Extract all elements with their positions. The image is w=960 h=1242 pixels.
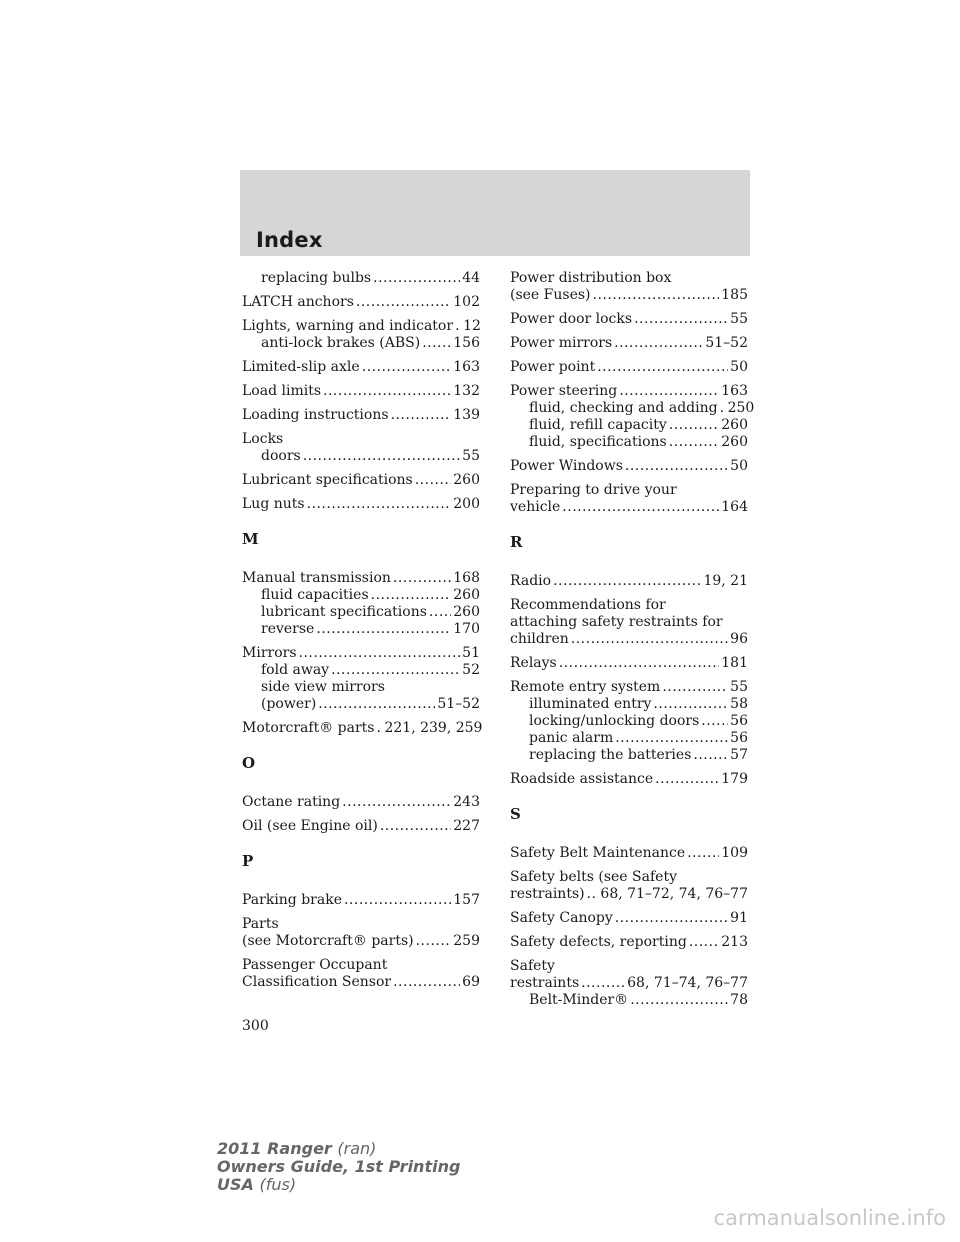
index-entry — [242, 570, 480, 638]
index-entry-line — [510, 499, 748, 516]
index-entry-line — [510, 845, 748, 862]
footer-market-code: (fus) — [259, 1175, 297, 1194]
index-subentry — [242, 448, 480, 465]
index-entry-line — [242, 957, 480, 974]
index-entry-line — [242, 294, 480, 311]
index-entry — [510, 934, 748, 951]
entry-term: Recommendations for — [510, 597, 666, 613]
index-entry — [242, 720, 483, 737]
entry-page-ref: 163 — [453, 359, 480, 375]
dot-leader — [571, 631, 728, 648]
entry-term: illuminated entry — [529, 696, 652, 712]
index-entry-line — [510, 934, 748, 951]
entry-term: Power distribution box — [510, 270, 672, 286]
dot-leader — [553, 573, 701, 590]
index-entry — [242, 294, 480, 311]
index-entry — [242, 645, 480, 713]
dot-leader — [625, 458, 728, 475]
dot-leader — [416, 933, 452, 950]
index-column-left — [242, 270, 483, 998]
entry-page-ref: 50 — [730, 458, 748, 474]
page-title: Index — [256, 228, 323, 252]
index-entry — [510, 458, 748, 475]
dot-leader — [653, 696, 728, 713]
dot-leader — [380, 818, 451, 835]
entry-term: children — [510, 631, 569, 647]
entry-page-ref: 68, 71–72, 74, 76–77 — [600, 886, 748, 902]
index-subentry — [242, 587, 480, 604]
dot-leader — [393, 974, 460, 991]
index-subentry — [242, 621, 480, 638]
entry-page-ref: 164 — [721, 499, 748, 515]
index-subentry — [510, 400, 755, 417]
index-entry-line — [242, 359, 480, 376]
entry-page-ref: 68, 71–74, 76–77 — [627, 975, 748, 991]
dot-leader — [720, 400, 726, 417]
index-entry — [242, 916, 480, 950]
dot-leader — [344, 892, 451, 909]
dot-leader — [299, 645, 461, 662]
section-letter: S — [510, 805, 521, 823]
index-entry-line — [510, 597, 748, 614]
dot-leader — [559, 655, 720, 672]
index-entry — [510, 311, 748, 328]
entry-page-ref: 56 — [730, 730, 748, 746]
entry-page-ref: 185 — [721, 287, 748, 303]
index-subentry — [510, 730, 748, 747]
index-entry-line — [242, 794, 480, 811]
entry-term: reverse — [261, 621, 315, 637]
entry-page-ref: 260 — [453, 587, 480, 603]
entry-term: Safety belts (see Safety — [510, 869, 677, 885]
entry-page-ref: 96 — [730, 631, 748, 647]
entry-term: Manual transmission — [242, 570, 391, 586]
entry-term: Radio — [510, 573, 552, 589]
section-letter: R — [510, 533, 523, 551]
dot-leader — [701, 713, 728, 730]
watermark: carmanualsonline.info — [713, 1206, 946, 1230]
index-entry-line — [242, 933, 480, 950]
dot-leader — [429, 604, 451, 621]
index-entry-line — [510, 383, 748, 400]
entry-term: Power point — [510, 359, 596, 375]
index-subentry — [510, 417, 748, 434]
entry-page-ref: 102 — [453, 294, 480, 310]
entry-page-ref: 52 — [462, 662, 480, 678]
index-entry-line — [242, 645, 480, 662]
index-entry-line — [510, 886, 748, 903]
entry-page-ref: 157 — [453, 892, 480, 908]
index-entry-line — [510, 573, 748, 590]
dot-leader — [669, 434, 720, 451]
entry-page-ref: 181 — [721, 655, 748, 671]
entry-term: Power door locks — [510, 311, 633, 327]
entry-term: (see Motorcraft® parts) — [242, 933, 414, 949]
entry-term: Roadside assistance — [510, 771, 654, 787]
dot-leader — [376, 720, 382, 737]
dot-leader — [415, 472, 452, 489]
index-entry-line — [242, 892, 480, 909]
entry-term: fold away — [261, 662, 330, 678]
entry-term: anti-lock brakes (ABS) — [261, 335, 421, 351]
dot-leader — [318, 696, 435, 713]
entry-term: restraints) — [510, 886, 585, 902]
index-entry-line — [510, 311, 748, 328]
index-subentry — [242, 662, 480, 679]
entry-page-ref: 55 — [462, 448, 480, 464]
entry-term: Lug nuts — [242, 496, 305, 512]
index-entry-line — [242, 974, 480, 991]
index-entry — [510, 679, 748, 764]
index-entry-line — [510, 771, 748, 788]
entry-page-ref: 156 — [453, 335, 480, 351]
dot-leader — [307, 496, 452, 513]
dot-leader — [323, 383, 451, 400]
entry-page-ref: 55 — [730, 311, 748, 327]
index-entry — [510, 910, 748, 927]
dot-leader — [362, 359, 452, 376]
entry-page-ref: 19, 21 — [703, 573, 748, 589]
entry-page-ref: 55 — [730, 679, 748, 695]
index-entry-line — [510, 655, 748, 672]
entry-term: attaching safety restraints for — [510, 614, 723, 630]
entry-page-ref: 51 — [462, 645, 480, 661]
index-entry — [242, 496, 480, 513]
index-entry-line — [242, 818, 480, 835]
entry-page-ref: 109 — [721, 845, 748, 861]
index-entry — [242, 270, 480, 287]
entry-page-ref: 56 — [730, 713, 748, 729]
entry-term: locking/unlocking doors — [529, 713, 700, 729]
entry-page-ref: 250 — [727, 400, 755, 416]
index-entry-line — [510, 614, 748, 631]
dot-leader — [655, 771, 719, 788]
entry-page-ref: 69 — [462, 974, 480, 990]
entry-page-ref: 213 — [721, 934, 748, 950]
index-entry-line — [510, 679, 748, 696]
entry-term: Mirrors — [242, 645, 297, 661]
entry-term: Safety defects, reporting — [510, 934, 687, 950]
dot-leader — [342, 794, 451, 811]
index-entry — [242, 957, 480, 991]
dot-leader — [393, 570, 451, 587]
dot-leader — [303, 448, 460, 465]
index-entry-line — [510, 631, 748, 648]
index-entry — [510, 869, 748, 903]
entry-term: Parts — [242, 916, 279, 932]
index-entry — [510, 482, 748, 516]
entry-term: Power mirrors — [510, 335, 613, 351]
entry-page-ref: 50 — [730, 359, 748, 375]
index-entry-line — [510, 270, 748, 287]
index-subentry — [242, 679, 480, 696]
index-entry-line — [242, 720, 483, 737]
index-entry-line — [510, 910, 748, 927]
index-entry-line — [242, 916, 480, 933]
index-entry — [510, 958, 748, 1009]
index-entry-line — [510, 335, 748, 352]
entry-page-ref: 139 — [453, 407, 480, 423]
entry-term: Power steering — [510, 383, 618, 399]
entry-term: (power) — [261, 696, 317, 712]
section-letter: O — [242, 754, 256, 772]
entry-page-ref: 132 — [453, 383, 480, 399]
index-subentry — [510, 992, 748, 1009]
entry-term: Safety — [510, 958, 555, 974]
index-entry — [510, 597, 748, 648]
page-number: 300 — [242, 1018, 269, 1034]
entry-page-ref: 44 — [462, 270, 480, 286]
entry-term: Safety Belt Maintenance — [510, 845, 686, 861]
index-entry — [242, 359, 480, 376]
dot-leader — [587, 886, 599, 903]
entry-term: Relays — [510, 655, 557, 671]
entry-term: Lights, warning and indicator — [242, 318, 454, 334]
entry-term: LATCH anchors — [242, 294, 354, 310]
entry-page-ref: 91 — [730, 910, 748, 926]
dot-leader — [422, 335, 451, 352]
index-subentry — [510, 696, 748, 713]
index-entry-line — [510, 958, 748, 975]
entry-page-ref: 260 — [453, 472, 480, 488]
index-subentry — [510, 747, 748, 764]
index-entry-line — [510, 287, 748, 304]
entry-term: Oil (see Engine oil) — [242, 818, 378, 834]
print-footer — [217, 1140, 460, 1194]
entry-term: Loading instructions — [242, 407, 389, 423]
dot-leader — [581, 975, 625, 992]
dot-leader — [331, 662, 460, 679]
index-entry — [242, 472, 480, 489]
index-entry — [242, 818, 480, 835]
dot-leader — [662, 679, 728, 696]
entry-term: Passenger Occupant — [242, 957, 388, 973]
dot-leader — [562, 499, 719, 516]
entry-page-ref: 51–52 — [437, 696, 480, 712]
entry-term: side view mirrors — [261, 679, 385, 695]
entry-term: Lubricant specifications — [242, 472, 413, 488]
index-entry-line — [242, 472, 480, 489]
footer-model: 2011 Ranger — [217, 1139, 332, 1158]
entry-term: fluid, checking and adding — [529, 400, 718, 416]
section-letter: M — [242, 530, 259, 548]
entry-term: restraints — [510, 975, 580, 991]
entry-page-ref: 78 — [730, 992, 748, 1008]
entry-page-ref: 12 — [463, 318, 481, 334]
dot-leader — [593, 287, 720, 304]
entry-term: Safety Canopy — [510, 910, 613, 926]
dot-leader — [689, 934, 719, 951]
index-entry — [510, 335, 748, 352]
entry-page-ref: 260 — [721, 434, 748, 450]
entry-page-ref: 243 — [453, 794, 480, 810]
entry-term: Limited-slip axle — [242, 359, 360, 375]
entry-term: panic alarm — [529, 730, 614, 746]
entry-term: vehicle — [510, 499, 561, 515]
section-letter: P — [242, 852, 254, 870]
dot-leader — [455, 318, 461, 335]
dot-leader — [597, 359, 728, 376]
index-subentry — [242, 270, 480, 287]
index-entry — [242, 407, 480, 424]
dot-leader — [630, 992, 728, 1009]
dot-leader — [371, 587, 452, 604]
entry-term: replacing the batteries — [529, 747, 692, 763]
dot-leader — [634, 311, 728, 328]
entry-term: (see Fuses) — [510, 287, 591, 303]
index-entry — [242, 383, 480, 400]
index-entry-line — [242, 431, 480, 448]
index-subentry — [242, 696, 480, 713]
entry-term: Preparing to drive your — [510, 482, 677, 498]
dot-leader — [356, 294, 451, 311]
dot-leader — [316, 621, 451, 638]
entry-term: lubricant specifications — [261, 604, 427, 620]
index-entry-line — [242, 570, 480, 587]
entry-term: Power Windows — [510, 458, 623, 474]
entry-page-ref: 170 — [453, 621, 480, 637]
entry-term: Remote entry system — [510, 679, 661, 695]
dot-leader — [669, 417, 720, 434]
index-entry — [510, 573, 748, 590]
entry-page-ref: 259 — [453, 933, 480, 949]
index-entry — [510, 655, 748, 672]
entry-term: Parking brake — [242, 892, 342, 908]
entry-term: replacing bulbs — [261, 270, 372, 286]
index-entry-line — [242, 383, 480, 400]
index-entry-line — [510, 975, 748, 992]
entry-term: Load limits — [242, 383, 322, 399]
entry-page-ref: 200 — [453, 496, 480, 512]
entry-term: doors — [261, 448, 301, 464]
entry-term: Octane rating — [242, 794, 341, 810]
entry-page-ref: 179 — [721, 771, 748, 787]
footer-printing: Owners Guide, 1st Printing — [217, 1157, 461, 1176]
index-entry — [242, 892, 480, 909]
index-entry — [242, 431, 480, 465]
index-subentry — [242, 604, 480, 621]
index-entry — [242, 318, 480, 352]
index-entry-line — [510, 869, 748, 886]
entry-page-ref: 260 — [453, 604, 480, 620]
index-entry — [242, 794, 480, 811]
index-column-right — [510, 270, 755, 1016]
index-subentry — [510, 713, 748, 730]
dot-leader — [619, 383, 719, 400]
index-entry — [510, 359, 748, 376]
dot-leader — [687, 845, 719, 862]
index-subentry — [510, 434, 748, 451]
footer-model-code: (ran) — [337, 1139, 377, 1158]
entry-page-ref: 227 — [453, 818, 480, 834]
index-entry-line — [242, 318, 480, 335]
entry-term: Motorcraft® parts — [242, 720, 375, 736]
dot-leader — [615, 730, 728, 747]
entry-term: fluid capacities — [261, 587, 369, 603]
entry-page-ref: 163 — [721, 383, 748, 399]
entry-term: Classification Sensor — [242, 974, 392, 990]
entry-page-ref: 58 — [730, 696, 748, 712]
dot-leader — [391, 407, 452, 424]
index-entry-line — [510, 458, 748, 475]
index-entry-line — [242, 407, 480, 424]
entry-term: Belt-Minder® — [529, 992, 629, 1008]
dot-leader — [693, 747, 728, 764]
index-entry-line — [242, 496, 480, 513]
index-entry-line — [510, 482, 748, 499]
entry-page-ref: 51–52 — [705, 335, 748, 351]
entry-term: fluid, refill capacity — [529, 417, 667, 433]
entry-term: Locks — [242, 431, 284, 447]
entry-page-ref: 260 — [721, 417, 748, 433]
dot-leader — [615, 910, 728, 927]
entry-page-ref: 168 — [453, 570, 480, 586]
entry-page-ref: 57 — [730, 747, 748, 763]
index-entry — [510, 845, 748, 862]
footer-market: USA — [217, 1175, 254, 1194]
index-subentry — [242, 335, 480, 352]
entry-page-ref: 221, 239, 259 — [384, 720, 483, 736]
dot-leader — [614, 335, 703, 352]
index-entry — [510, 771, 748, 788]
index-entry — [510, 270, 748, 304]
entry-term: fluid, specifications — [529, 434, 667, 450]
dot-leader — [373, 270, 460, 287]
index-entry-line — [510, 359, 748, 376]
index-entry — [510, 383, 755, 451]
